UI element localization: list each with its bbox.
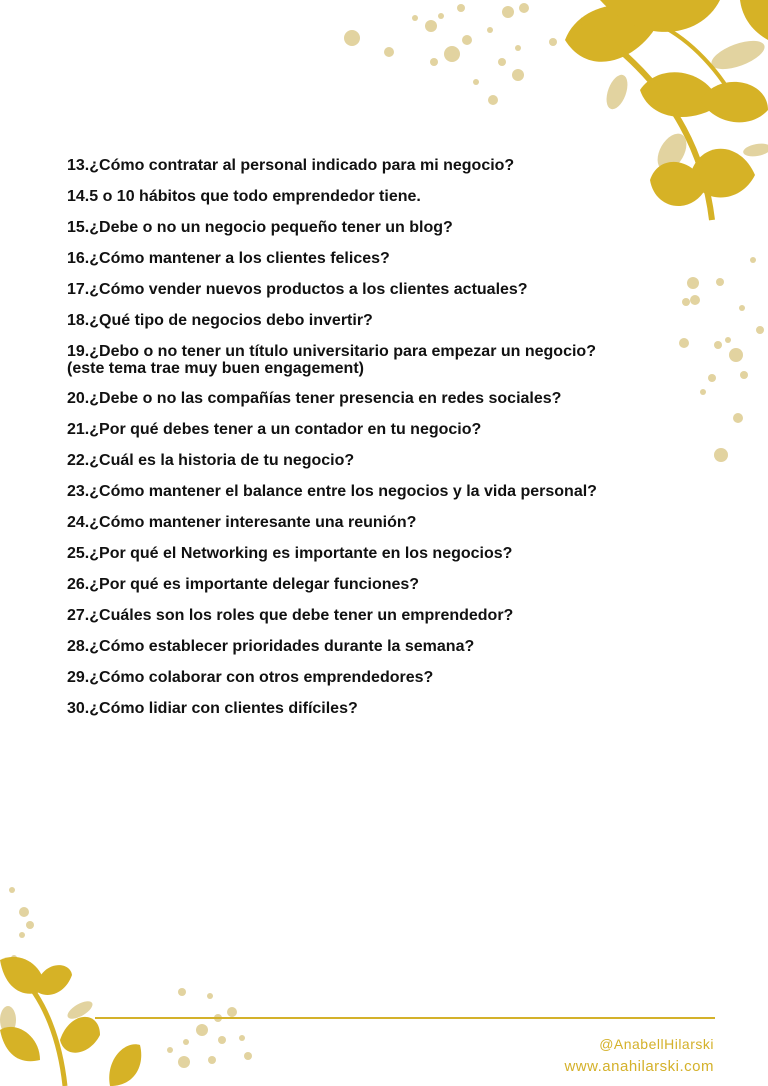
- list-item: 26.¿Por qué es importante delegar funciones?: [67, 576, 420, 593]
- list-item: 20.¿Debe o no las compañías tener presencia en redes sociales?: [67, 390, 562, 407]
- website-link[interactable]: www.anahilarski.com: [564, 1058, 714, 1075]
- list-item: 15.¿Debe o no un negocio pequeño tener un blog?: [67, 219, 453, 236]
- list-item: 19.¿Debo o no tener un título universitario para empezar un negocio?: [67, 343, 596, 360]
- list-item: 29.¿Cómo colaborar con otros emprendedores?: [67, 669, 434, 686]
- list-item: 24.¿Cómo mantener interesante una reunión?: [67, 514, 417, 531]
- list-item: 30.¿Cómo lidiar con clientes difíciles?: [67, 700, 358, 717]
- list-item: 16.¿Cómo mantener a los clientes felices?: [67, 250, 390, 267]
- footer-divider: [95, 1017, 715, 1019]
- list-item: 14.5 o 10 hábitos que todo emprendedor tiene.: [67, 188, 421, 205]
- list-item: 17.¿Cómo vender nuevos productos a los clientes actuales?: [67, 281, 528, 298]
- social-handle: @AnabellHilarski: [599, 1036, 714, 1052]
- list-item: 27.¿Cuáles son los roles que debe tener un emprendedor?: [67, 607, 514, 624]
- leaf-decoration-bottom-icon: [0, 880, 260, 1086]
- list-item: 23.¿Cómo mantener el balance entre los negocios y la vida personal?: [67, 483, 597, 500]
- list-item: 18.¿Qué tipo de negocios debo invertir?: [67, 312, 373, 329]
- list-item: 25.¿Por qué el Networking es importante en los negocios?: [67, 545, 513, 562]
- list-item: 22.¿Cuál es la historia de tu negocio?: [67, 452, 355, 469]
- list-item-note: (este tema trae muy buen engagement): [67, 360, 364, 377]
- question-list: [67, 157, 667, 717]
- list-item: 13.¿Cómo contratar al personal indicado para mi negocio?: [67, 157, 515, 174]
- list-item: 28.¿Cómo establecer prioridades durante la semana?: [67, 638, 475, 655]
- list-item: 21.¿Por qué debes tener a un contador en tu negocio?: [67, 421, 482, 438]
